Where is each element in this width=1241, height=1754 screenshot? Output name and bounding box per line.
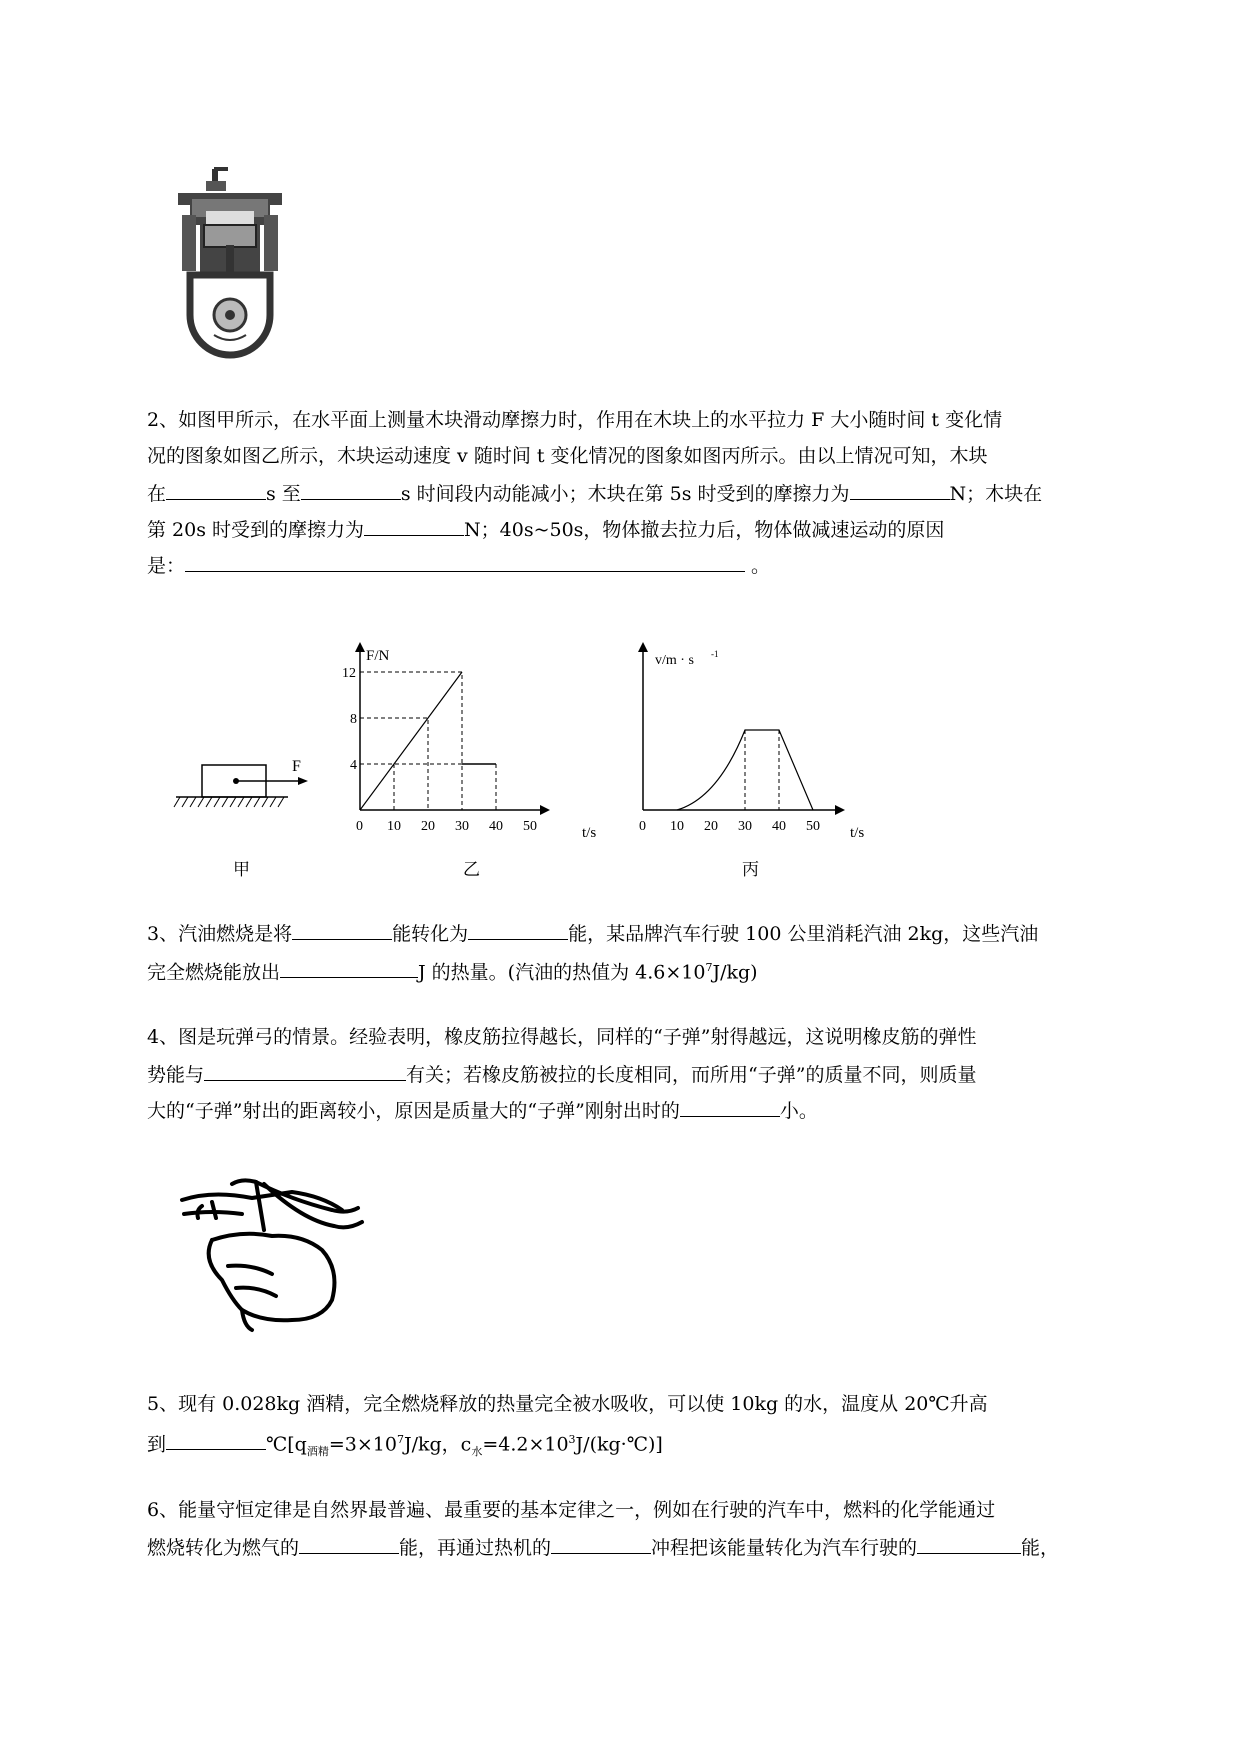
answer-blank[interactable] — [166, 1430, 266, 1450]
x-axis-arrow — [835, 805, 845, 815]
answer-blank[interactable] — [292, 920, 392, 940]
q3-line-2 — [147, 956, 758, 984]
q6-line-1: 6、能量守恒定律是自然界最普遍、最重要的基本定律之一，例如在行驶的汽车中，燃料的化学能通过 — [147, 1499, 996, 1521]
q5-text: J/kg，c — [403, 1433, 472, 1456]
q5-line-2 — [147, 1428, 663, 1464]
x-tick-label: 0 — [356, 819, 363, 834]
q6-text: 能，再通过热机的 — [399, 1537, 552, 1559]
slingshot-figure — [172, 1170, 382, 1335]
force-series-line — [360, 672, 462, 810]
x-tick-label: 10 — [387, 819, 401, 834]
y-axis-label: F/N — [366, 648, 390, 664]
answer-blank[interactable] — [299, 1534, 399, 1554]
answer-blank[interactable] — [364, 516, 464, 536]
y-tick-label: 4 — [350, 758, 357, 773]
q3-sup: 7 — [705, 961, 713, 974]
q2-text: N；40s~50s，物体撤去拉力后，物体做减速运动的原因 — [464, 519, 945, 541]
q2-line-1: 2、如图甲所示，在水平面上测量木块滑动摩擦力时，作用在木块上的水平拉力 F 大小随时间 t 变化情 — [147, 409, 1003, 431]
q5-text: 到 — [147, 1433, 167, 1456]
figure-bing-chart — [625, 640, 895, 850]
q3-text: J 的热量。(汽油的热值为 4.6×10 — [418, 961, 706, 984]
q2-text: s 时间段内动能减小；木块在第 5s 时受到的摩擦力为 — [400, 483, 850, 505]
figure-jia — [170, 755, 320, 825]
x-tick-label: 50 — [806, 819, 820, 834]
q2-text: 是： — [147, 555, 186, 577]
q5-text: =3×10 — [328, 1433, 397, 1456]
q5-text: =4.2×10 — [482, 1433, 569, 1456]
x-tick-label: 20 — [421, 819, 435, 834]
q6-text: 燃烧转化为燃气的 — [147, 1537, 300, 1559]
q6-text: 冲程把该能量转化为汽车行驶的 — [651, 1537, 918, 1559]
q4-text: 有关；若橡皮筋被拉的长度相同，而所用“子弹”的质量不同，则质量 — [406, 1064, 977, 1086]
x-tick-label: 40 — [489, 819, 503, 834]
q2-text: 在 — [147, 483, 167, 505]
answer-blank[interactable] — [301, 480, 401, 500]
x-axis-arrow — [540, 805, 550, 815]
q3-text: J/kg) — [712, 961, 758, 984]
q3-text: 3、汽油燃烧是将 — [147, 923, 293, 945]
q6-text: 能， — [1021, 1537, 1060, 1559]
engine-figure — [170, 165, 290, 365]
q4-text: 势能与 — [147, 1064, 205, 1086]
q2-text: s 至 — [266, 483, 301, 505]
velocity-series-line — [677, 730, 813, 810]
caption-jia: 甲 — [233, 860, 250, 880]
q2-line-5 — [147, 552, 770, 578]
answer-blank[interactable] — [280, 958, 418, 978]
q3-text: 能，某品牌汽车行驶 100 公里消耗汽油 2kg，这些汽油 — [568, 923, 1039, 945]
q5-text: ℃[q — [266, 1433, 307, 1456]
figure-yi-chart — [330, 640, 620, 850]
q2-line-2: 况的图象如图乙所示，木块运动速度 v 随时间 t 变化情况的图象如图丙所示。由以上情况可知，木块 — [147, 445, 988, 467]
x-tick-label: 30 — [455, 819, 469, 834]
y-axis-label: v/m · s — [655, 653, 694, 668]
y-axis-arrow — [355, 642, 365, 652]
answer-blank[interactable] — [204, 1061, 406, 1081]
q4-text: 小。 — [779, 1100, 818, 1122]
x-tick-label: 10 — [670, 819, 684, 834]
answer-blank[interactable] — [551, 1534, 651, 1554]
q3-text: 完全燃烧能放出 — [147, 961, 281, 984]
q3-text: 能转化为 — [392, 923, 469, 945]
q5-sup: 3 — [568, 1433, 576, 1446]
answer-blank[interactable] — [468, 920, 568, 940]
q5-text: J/(kg·℃)] — [575, 1433, 663, 1456]
q2-line-3 — [147, 480, 1042, 506]
x-axis-label: t/s — [850, 825, 865, 841]
q4-text: 大的“子弹”射出的距离较小，原因是质量大的“子弹”刚射出时的 — [147, 1100, 680, 1122]
y-tick-label: 8 — [350, 712, 357, 727]
q5-sub: 水 — [471, 1445, 483, 1459]
answer-blank[interactable] — [917, 1534, 1021, 1554]
x-tick-label: 30 — [738, 819, 752, 834]
q2-text: 。 — [745, 555, 771, 577]
answer-blank[interactable] — [166, 480, 266, 500]
q5-sub: 酒精 — [306, 1445, 329, 1459]
q2-text: 第 20s 时受到的摩擦力为 — [147, 519, 365, 541]
q4-line-3 — [147, 1097, 818, 1123]
q2-text: N；木块在 — [949, 483, 1043, 505]
x-tick-label: 0 — [639, 819, 646, 834]
x-axis-label: t/s — [582, 825, 597, 841]
answer-blank[interactable] — [680, 1097, 780, 1117]
x-tick-label: 40 — [772, 819, 786, 834]
caption-yi: 乙 — [463, 860, 480, 880]
x-tick-label: 50 — [523, 819, 537, 834]
q5-sup: 7 — [396, 1433, 404, 1446]
y-tick-label: 12 — [342, 666, 356, 681]
y-axis-label-exponent: -1 — [711, 649, 719, 659]
q4-line-1: 4、图是玩弹弓的情景。经验表明，橡皮筋拉得越长，同样的“子弹”射得越远，这说明橡皮筋的弹性 — [147, 1026, 977, 1048]
q4-line-2 — [147, 1061, 976, 1087]
answer-blank[interactable] — [185, 552, 745, 572]
caption-bing: 丙 — [742, 860, 759, 880]
q3-line-1 — [147, 920, 1038, 946]
x-tick-label: 20 — [704, 819, 718, 834]
q6-line-2 — [147, 1534, 1059, 1560]
answer-blank[interactable] — [850, 480, 950, 500]
y-axis-arrow — [638, 642, 648, 652]
force-label: F — [292, 758, 301, 775]
q2-line-4 — [147, 516, 944, 542]
q5-line-1: 5、现有 0.028kg 酒精，完全燃烧释放的热量完全被水吸收，可以使 10kg 的水，温度从 20℃升高 — [147, 1393, 988, 1415]
